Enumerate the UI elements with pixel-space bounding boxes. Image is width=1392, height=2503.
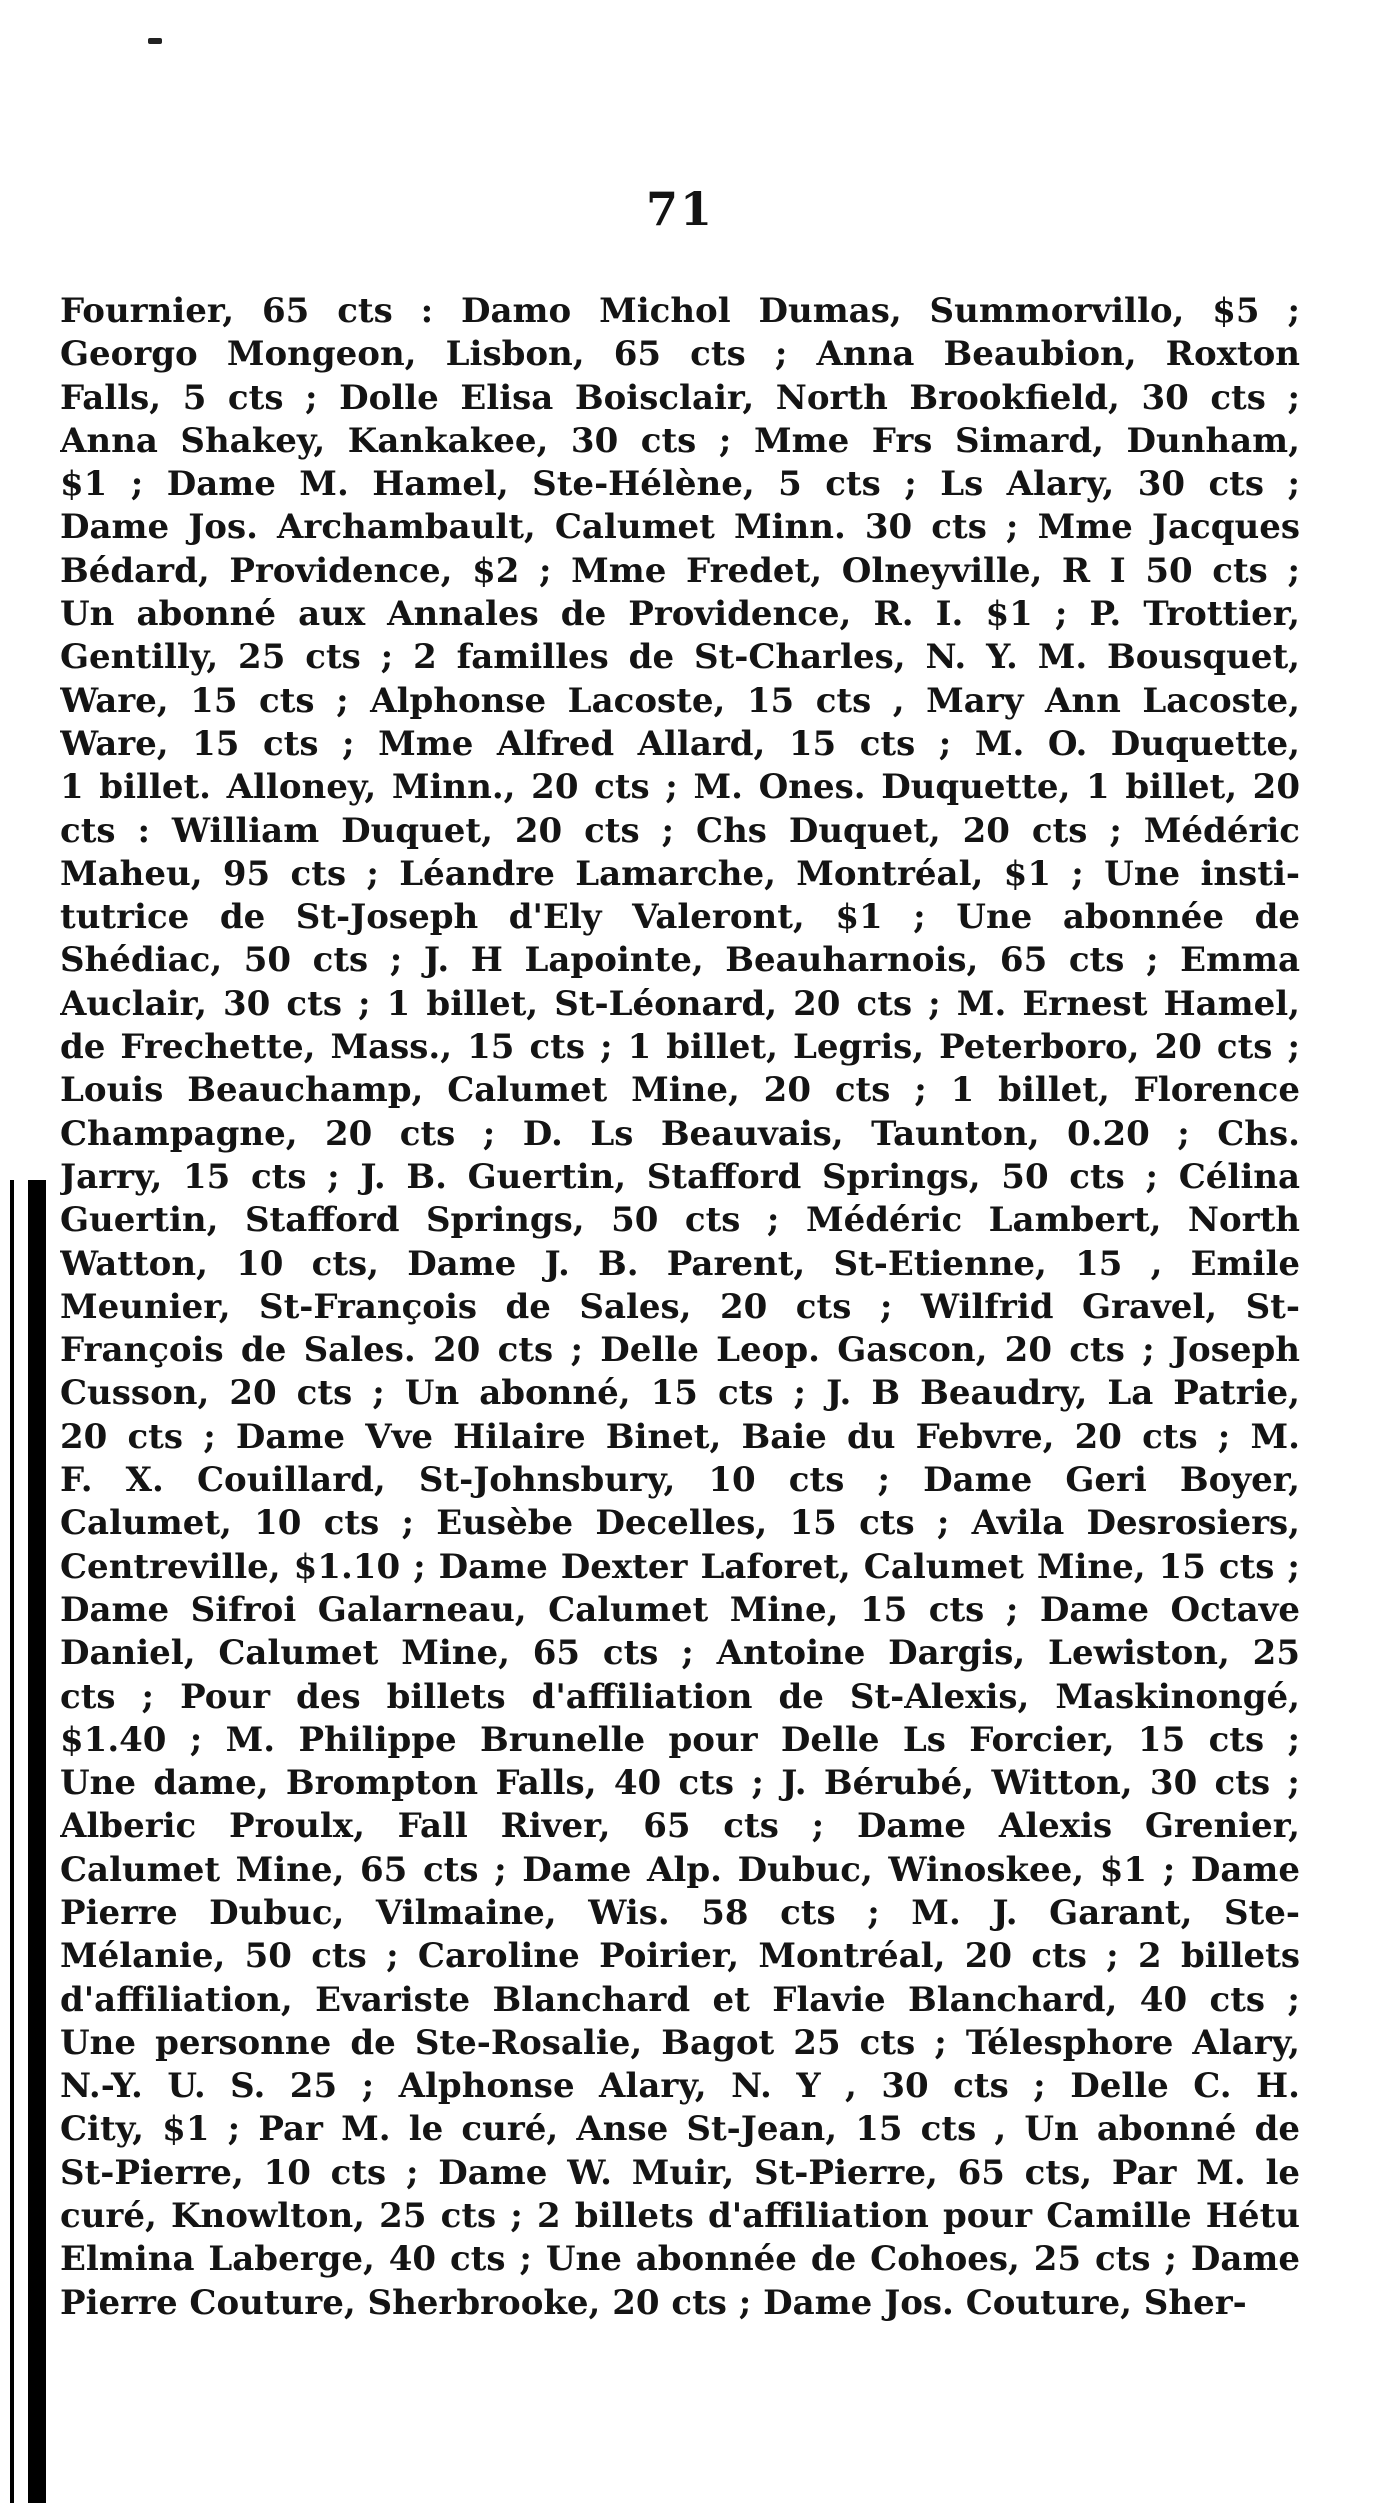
page-number: 71 [645,182,714,236]
text-line: St-Pierre, 10 cts ; Dame W. Muir, St-Pierre, 65 cts, Par M. le [60,2152,1300,2193]
text-line: Maheu, 95 cts ; Léandre Lamarche, Montréal, $1 ; Une insti- [60,853,1300,894]
text-line: Champagne, 20 cts ; D. Ls Beauvais, Taunton, 0.20 ; Chs. [60,1113,1300,1154]
text-line: Jarry, 15 cts ; J. B. Guertin, Stafford Springs, 50 cts ; Célina [60,1156,1300,1197]
text-line: curé, Knowlton, 25 cts ; 2 billets d'affiliation pour Camille Hétu [60,2196,1300,2237]
text-line: Anna Shakey, Kankakee, 30 cts ; Mme Frs Simard, Dunham, [60,420,1300,461]
text-line: City, $1 ; Par M. le curé, Anse St-Jean, 15 cts , Un abonné de [60,2109,1300,2150]
text-line: N.-Y. U. S. 25 ; Alphonse Alary, N. Y , 30 cts ; Delle C. H. [60,2066,1300,2107]
text-line: Une dame, Brompton Falls, 40 cts ; J. Bérubé, Witton, 30 cts ; [60,1763,1300,1804]
text-line: Guertin, Stafford Springs, 50 cts ; Médéric Lambert, North [60,1200,1300,1241]
body-text [60,290,1300,2325]
text-line: Calumet Mine, 65 cts ; Dame Alp. Dubuc, Winoskee, $1 ; Dame [60,1849,1300,1890]
text-line: Falls, 5 cts ; Dolle Elisa Boisclair, North Brookfield, 30 cts ; [60,377,1300,418]
text-line: Centreville, $1.10 ; Dame Dexter Laforet, Calumet Mine, 15 cts ; [60,1546,1300,1587]
text-line: Alberic Proulx, Fall River, 65 cts ; Dame Alexis Grenier, [60,1806,1300,1847]
text-line: Elmina Laberge, 40 cts ; Une abonnée de Cohoes, 25 cts ; Dame [60,2239,1300,2280]
text-line: tutrice de St-Joseph d'Ely Valeront, $1 ; Une abonnée de [60,897,1300,938]
text-line: Calumet, 10 cts ; Eusèbe Decelles, 15 cts ; Avila Desrosiers, [60,1503,1300,1544]
text-line: Gentilly, 25 cts ; 2 familles de St-Charles, N. Y. M. Bousquet, [60,637,1300,678]
text-line: Un abonné aux Annales de Providence, R. I. $1 ; P. Trottier, [60,594,1300,635]
text-line: Fournier, 65 cts : Damo Michol Dumas, Summorvillo, $5 ; [60,291,1300,331]
text-line: $1.40 ; M. Philippe Brunelle pour Delle Ls Forcier, 15 cts ; [60,1719,1300,1760]
binding-edge-thin [10,1180,14,2503]
text-line: F. X. Couillard, St-Johnsbury, 10 cts ; Dame Geri Boyer, [60,1460,1300,1501]
text-line: François de Sales. 20 cts ; Delle Leop. Gascon, 20 cts ; Joseph [60,1330,1300,1371]
text-line: $1 ; Dame M. Hamel, Ste-Hélène, 5 cts ; Ls Alary, 30 cts ; [60,464,1300,505]
text-line: Dame Sifroi Galarneau, Calumet Mine, 15 cts ; Dame Octave [60,1589,1300,1630]
text-line: Auclair, 30 cts ; 1 billet, St-Léonard, 20 cts ; M. Ernest Hamel, [60,983,1300,1024]
text-line: Daniel, Calumet Mine, 65 cts ; Antoine Dargis, Lewiston, 25 [60,1633,1300,1674]
binding-edge [28,1180,46,2503]
text-line: de Frechette, Mass., 15 cts ; 1 billet, Legris, Peterboro, 20 cts ; [60,1027,1300,1068]
text-line: cts ; Pour des billets d'affiliation de St-Alexis, Maskinongé, [60,1676,1300,1717]
text-line: Pierre Couture, Sherbrooke, 20 cts ; Dame Jos. Couture, Sher- [60,2282,1247,2323]
text-line: Watton, 10 cts, Dame J. B. Parent, St-Etienne, 15 , Emile [60,1243,1300,1284]
text-line: Cusson, 20 cts ; Un abonné, 15 cts ; J. B Beaudry, La Patrie, [60,1373,1300,1414]
text-line: cts : William Duquet, 20 cts ; Chs Duquet, 20 cts ; Médéric [60,810,1300,851]
text-line: Meunier, St-François de Sales, 20 cts ; Wilfrid Gravel, St- [60,1286,1300,1327]
text-line: Ware, 15 cts ; Mme Alfred Allard, 15 cts ; M. O. Duquette, [60,723,1300,764]
text-line: Georgo Mongeon, Lisbon, 65 cts ; Anna Beaubion, Roxton [60,334,1300,375]
text-line: Une personne de Ste-Rosalie, Bagot 25 cts ; Télesphore Alary, [60,2022,1300,2063]
text-line: Shédiac, 50 cts ; J. H Lapointe, Beauharnois, 65 cts ; Emma [60,940,1300,981]
text-line: Pierre Dubuc, Vilmaine, Wis. 58 cts ; M. J. Garant, Ste- [60,1892,1300,1933]
text-line: 1 billet. Alloney, Minn., 20 cts ; M. Ones. Duquette, 1 billet, 20 [60,767,1300,808]
text-line: Mélanie, 50 cts ; Caroline Poirier, Montréal, 20 cts ; 2 billets [60,1936,1300,1977]
text-line: Louis Beauchamp, Calumet Mine, 20 cts ; 1 billet, Florence [60,1070,1300,1111]
print-mark [148,38,162,44]
text-line: Dame Jos. Archambault, Calumet Minn. 30 cts ; Mme Jacques [60,507,1300,548]
text-line: Ware, 15 cts ; Alphonse Lacoste, 15 cts , Mary Ann Lacoste, [60,680,1300,721]
text-line: d'affiliation, Evariste Blanchard et Flavie Blanchard, 40 cts ; [60,1979,1300,2020]
text-line: Bédard, Providence, $2 ; Mme Fredet, Olneyville, R I 50 cts ; [60,550,1300,591]
text-line: 20 cts ; Dame Vve Hilaire Binet, Baie du Febvre, 20 cts ; M. [60,1416,1300,1457]
